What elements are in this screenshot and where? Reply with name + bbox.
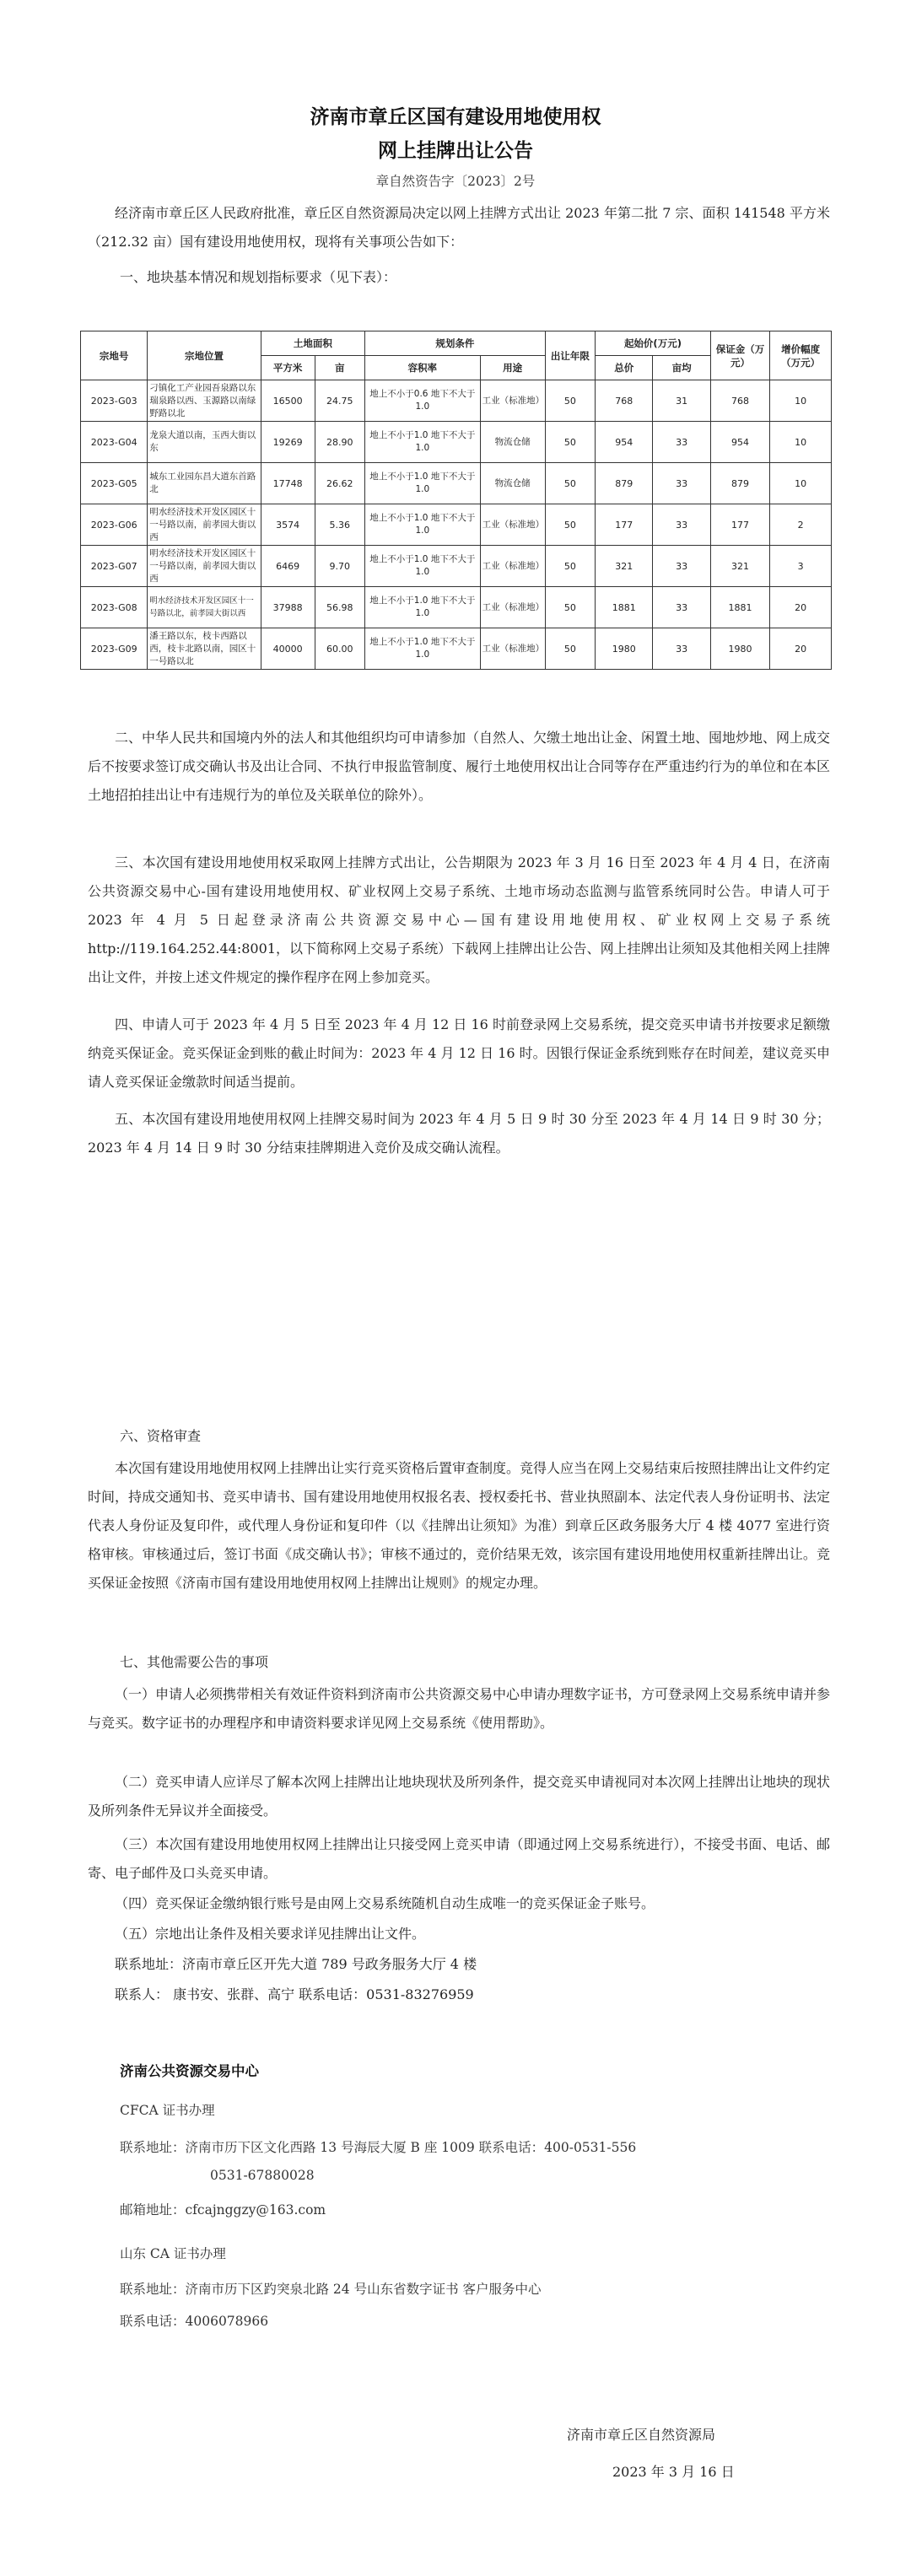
issue-date: 2023 年 3 月 16 日 <box>612 2464 735 2480</box>
cell-use: 工业（标准地） <box>480 380 545 422</box>
header-use: 用途 <box>480 356 545 380</box>
cell-term: 50 <box>545 546 595 587</box>
cell-term: 50 <box>545 422 595 463</box>
section-6-heading: 六、资格审查 <box>120 1428 202 1444</box>
cell-mu: 5.36 <box>315 504 364 546</box>
contact-address: 联系地址：济南市章丘区开先大道 789 号政务服务大厅 4 楼 <box>115 1956 477 1972</box>
cell-use: 工业（标准地） <box>480 628 545 670</box>
cell-per-mu: 33 <box>653 628 710 670</box>
intro-paragraph: 经济南市章丘区人民政府批准，章丘区自然资源局决定以网上挂牌方式出让 2023 年第二批 7 宗、面积 141548 平方米（212.32 亩）国有建设用地使用权，现将有关事项公告如下： <box>88 205 830 250</box>
cell-deposit: 954 <box>710 422 769 463</box>
cell-sqm: 19269 <box>261 422 315 463</box>
cell-increment: 20 <box>770 628 832 670</box>
paragraph-2-eligibility: 二、中华人民共和国境内外的法人和其他组织均可申请参加（自然人、欠缴土地出让金、闲置土地、囤地炒地、网上成交后不按要求签订成交确认书及出让合同、不执行申报监管制度、履行土地使用权出让合同等存在严重违约行为的单位和在本区土地招拍挂出让中有违规行为的单位及关联单位的除外）。 <box>88 730 831 803</box>
cell-use: 物流仓储 <box>480 422 545 463</box>
plot-table <box>80 331 832 670</box>
cell-term: 50 <box>545 628 595 670</box>
cell-per-mu: 31 <box>653 380 710 422</box>
cfca-address: 联系地址：济南市历下区文化西路 13 号海辰大厦 B 座 1009 联系电话：400-0531-556 <box>120 2140 637 2155</box>
cell-mu: 9.70 <box>315 546 364 587</box>
cell-use: 工业（标准地） <box>480 546 545 587</box>
header-mu: 亩 <box>315 356 364 380</box>
cell-far: 地上不小于1.0 地下不大于1.0 <box>365 546 481 587</box>
plot-table-container <box>80 331 832 670</box>
item-3-online-only: （三）本次国有建设用地使用权网上挂牌出让只接受网上竞买申请（即通过网上交易系统进行），不接受书面、电话、邮寄、电子邮件及口头竞买申请。 <box>88 1836 830 1881</box>
paragraph-5-trading-time: 五、本次国有建设用地使用权网上挂牌交易时间为 2023 年 4 月 5 日 9 时 30 分至 2023 年 4 月 14 日 9 时 30 分；2023 年 4 月 14 日 9 时 30 分结束挂牌期进入竞价及成交确认流程。 <box>88 1111 830 1156</box>
cell-sqm: 17748 <box>261 463 315 504</box>
cell-per-mu: 33 <box>653 422 710 463</box>
cell-far: 地上不小于0.6 地下不大于1.0 <box>365 380 481 422</box>
cell-total: 768 <box>596 380 653 422</box>
cell-location: 龙泉大道以南，玉西大街以东 <box>148 422 261 463</box>
cell-total: 1881 <box>596 587 653 628</box>
cell-location: 刁镇化工产业园吾泉路以东瑞泉路以西、玉源路以南绿野路以北 <box>148 380 261 422</box>
table-row <box>81 463 832 504</box>
cell-far: 地上不小于1.0 地下不大于1.0 <box>365 587 481 628</box>
table-row <box>81 546 832 587</box>
header-increment: 增价幅度（万元） <box>770 331 832 380</box>
table-row <box>81 587 832 628</box>
cell-increment: 2 <box>770 504 832 546</box>
contact-people: 联系人： 康书安、张群、高宁 联系电话：0531-83276959 <box>115 1986 474 2002</box>
cell-term: 50 <box>545 380 595 422</box>
cell-total: 321 <box>596 546 653 587</box>
document-title-line2: 网上挂牌出让公告 <box>378 140 533 162</box>
cell-sqm: 3574 <box>261 504 315 546</box>
cell-mu: 60.00 <box>315 628 364 670</box>
cell-deposit: 321 <box>710 546 769 587</box>
item-2-site-conditions: （二）竞买申请人应详尽了解本次网上挂牌出让地块现状及所列条件，提交竞买申请视同对本次网上挂牌出让地块的现状及所列条件无异议并全面接受。 <box>88 1774 831 1819</box>
sdca-label: 山东 CA 证书办理 <box>120 2246 226 2261</box>
cell-sqm: 16500 <box>261 380 315 422</box>
header-deposit: 保证金（万元） <box>710 331 769 380</box>
cfca-email: 邮箱地址：cfcajnggzy@163.com <box>120 2202 326 2218</box>
cell-deposit: 177 <box>710 504 769 546</box>
cell-location: 明水经济技术开发区园区十一号路以南，前孝园大街以西 <box>148 504 261 546</box>
cfca-phone-continued: 0531-67880028 <box>210 2168 315 2183</box>
cell-sqm: 37988 <box>261 587 315 628</box>
cell-deposit: 1980 <box>710 628 769 670</box>
header-total: 总价 <box>596 356 653 380</box>
cfca-label: CFCA 证书办理 <box>120 2103 215 2118</box>
cell-far: 地上不小于1.0 地下不大于1.0 <box>365 463 481 504</box>
cell-plot-no: 2023-G06 <box>81 504 148 546</box>
header-planning: 规划条件 <box>365 331 546 356</box>
cell-deposit: 768 <box>710 380 769 422</box>
cell-total: 177 <box>596 504 653 546</box>
cell-per-mu: 33 <box>653 587 710 628</box>
header-term: 出让年限 <box>545 331 595 380</box>
header-far: 容积率 <box>365 356 481 380</box>
cell-increment: 20 <box>770 587 832 628</box>
item-1-digital-cert: （一）申请人必须携带相关有效证件资料到济南市公共资源交易中心申请办理数字证书，方可登录网上交易系统申请并参与竞买。数字证书的办理程序和申请资料要求详见网上交易系统《使用帮助》。 <box>88 1686 831 1731</box>
cell-plot-no: 2023-G09 <box>81 628 148 670</box>
cell-plot-no: 2023-G04 <box>81 422 148 463</box>
cell-per-mu: 33 <box>653 504 710 546</box>
item-4-deposit-account: （四）竞买保证金缴纳银行账号是由网上交易系统随机自动生成唯一的竞买保证金子账号。 <box>115 1895 655 1911</box>
paragraph-3-announcement-period: 三、本次国有建设用地使用权采取网上挂牌方式出让，公告期限为 2023 年 3 月 16 日至 2023 年 4 月 4 日，在济南公共资源交易中心-国有建设用地使用权、矿业权网上交易子系统、土地市场动态监测与监管系统同时公告。申请人可于 2023 年 4 月 5 日起登录济南公共资源交易中心—国有建设用地使用权、矿业权网上交易子系统 http://119.164.252.44:8001，以下简称网上交易子系统）下载网上挂牌出让公告、网上挂牌出让须知及其他相关网上挂牌出让文件，并按上述文件规定的操作程序在网上参加竞买。 <box>88 854 830 985</box>
cell-deposit: 879 <box>710 463 769 504</box>
trading-center-name: 济南公共资源交易中心 <box>120 2063 259 2079</box>
cell-increment: 3 <box>770 546 832 587</box>
table-row <box>81 422 832 463</box>
item-5-conditions: （五）宗地出让条件及相关要求详见挂牌出让文件。 <box>115 1926 426 1942</box>
cell-location: 明水经济技术开发区园区十一号路以北，前孝园大街以西 <box>148 587 261 628</box>
cell-total: 954 <box>596 422 653 463</box>
cell-term: 50 <box>545 463 595 504</box>
cell-sqm: 40000 <box>261 628 315 670</box>
table-row <box>81 380 832 422</box>
cell-per-mu: 33 <box>653 463 710 504</box>
cell-far: 地上不小于1.0 地下不大于1.0 <box>365 628 481 670</box>
header-per-mu: 亩均 <box>653 356 710 380</box>
header-location: 宗地位置 <box>148 331 261 380</box>
table-row <box>81 504 832 546</box>
section-7-heading: 七、其他需要公告的事项 <box>120 1654 269 1670</box>
cell-plot-no: 2023-G05 <box>81 463 148 504</box>
cell-increment: 10 <box>770 380 832 422</box>
document-title-line1: 济南市章丘区国有建设用地使用权 <box>310 106 601 128</box>
cell-far: 地上不小于1.0 地下不大于1.0 <box>365 422 481 463</box>
paragraph-4-application: 四、申请人可于 2023 年 4 月 5 日至 2023 年 4 月 12 日 16 时前登录网上交易系统，提交竞买申请书并按要求足额缴纳竞买保证金。竞买保证金到账的截止时间为：2023 年 4 月 12 日 16 时。因银行保证金系统到账存在时间差，建议竞买申请人竞买保证金缴款时间适当提前。 <box>88 1016 830 1090</box>
header-start-price: 起始价(万元) <box>596 331 711 356</box>
cell-plot-no: 2023-G07 <box>81 546 148 587</box>
issuer-signature: 济南市章丘区自然资源局 <box>567 2427 716 2443</box>
cell-per-mu: 33 <box>653 546 710 587</box>
document-number: 章自然资告字〔2023〕2号 <box>375 174 536 189</box>
cell-far: 地上不小于1.0 地下不大于1.0 <box>365 504 481 546</box>
cell-mu: 28.90 <box>315 422 364 463</box>
cell-mu: 24.75 <box>315 380 364 422</box>
section-1-heading: 一、地块基本情况和规划指标要求（见下表）： <box>120 269 397 285</box>
cell-use: 物流仓储 <box>480 463 545 504</box>
cell-plot-no: 2023-G03 <box>81 380 148 422</box>
paragraph-6-qualification: 本次国有建设用地使用权网上挂牌出让实行竞买资格后置审查制度。竞得人应当在网上交易结束后按照挂牌出让文件约定时间，持成交通知书、竞买申请书、国有建设用地使用权报名表、授权委托书、营业执照副本、法定代表人身份证明书、法定代表人身份证及复印件，或代理人身份证和复印件（以《挂牌出让须知》为准）到章丘区政务服务大厅 4 楼 4077 室进行资格审核。审核通过后，签订书面《成交确认书》；审核不通过的，竞价结果无效，该宗国有建设用地使用权重新挂牌出让。竞买保证金按照《济南市国有建设用地使用权网上挂牌出让规则》的规定办理。 <box>88 1460 831 1591</box>
cell-location: 明水经济技术开发区园区十一号路以南，前孝园大街以西 <box>148 546 261 587</box>
cell-term: 50 <box>545 587 595 628</box>
cell-location: 城东工业园东昌大道东首路北 <box>148 463 261 504</box>
cell-term: 50 <box>545 504 595 546</box>
cell-total: 879 <box>596 463 653 504</box>
cell-plot-no: 2023-G08 <box>81 587 148 628</box>
cell-use: 工业（标准地） <box>480 587 545 628</box>
cell-use: 工业（标准地） <box>480 504 545 546</box>
sdca-phone: 联系电话：4006078966 <box>120 2314 269 2329</box>
sdca-address: 联系地址：济南市历下区趵突泉北路 24 号山东省数字证书 客户服务中心 <box>120 2282 542 2297</box>
cell-sqm: 6469 <box>261 546 315 587</box>
header-sqm: 平方米 <box>261 356 315 380</box>
cell-total: 1980 <box>596 628 653 670</box>
cell-increment: 10 <box>770 422 832 463</box>
cell-mu: 56.98 <box>315 587 364 628</box>
cell-deposit: 1881 <box>710 587 769 628</box>
cell-location: 潘王路以东，枝卡西路以西，枝卡北路以南，园区十一号路以北 <box>148 628 261 670</box>
cell-mu: 26.62 <box>315 463 364 504</box>
header-plot-no: 宗地号 <box>81 331 148 380</box>
table-row <box>81 628 832 670</box>
header-land-area: 土地面积 <box>261 331 364 356</box>
cell-increment: 10 <box>770 463 832 504</box>
